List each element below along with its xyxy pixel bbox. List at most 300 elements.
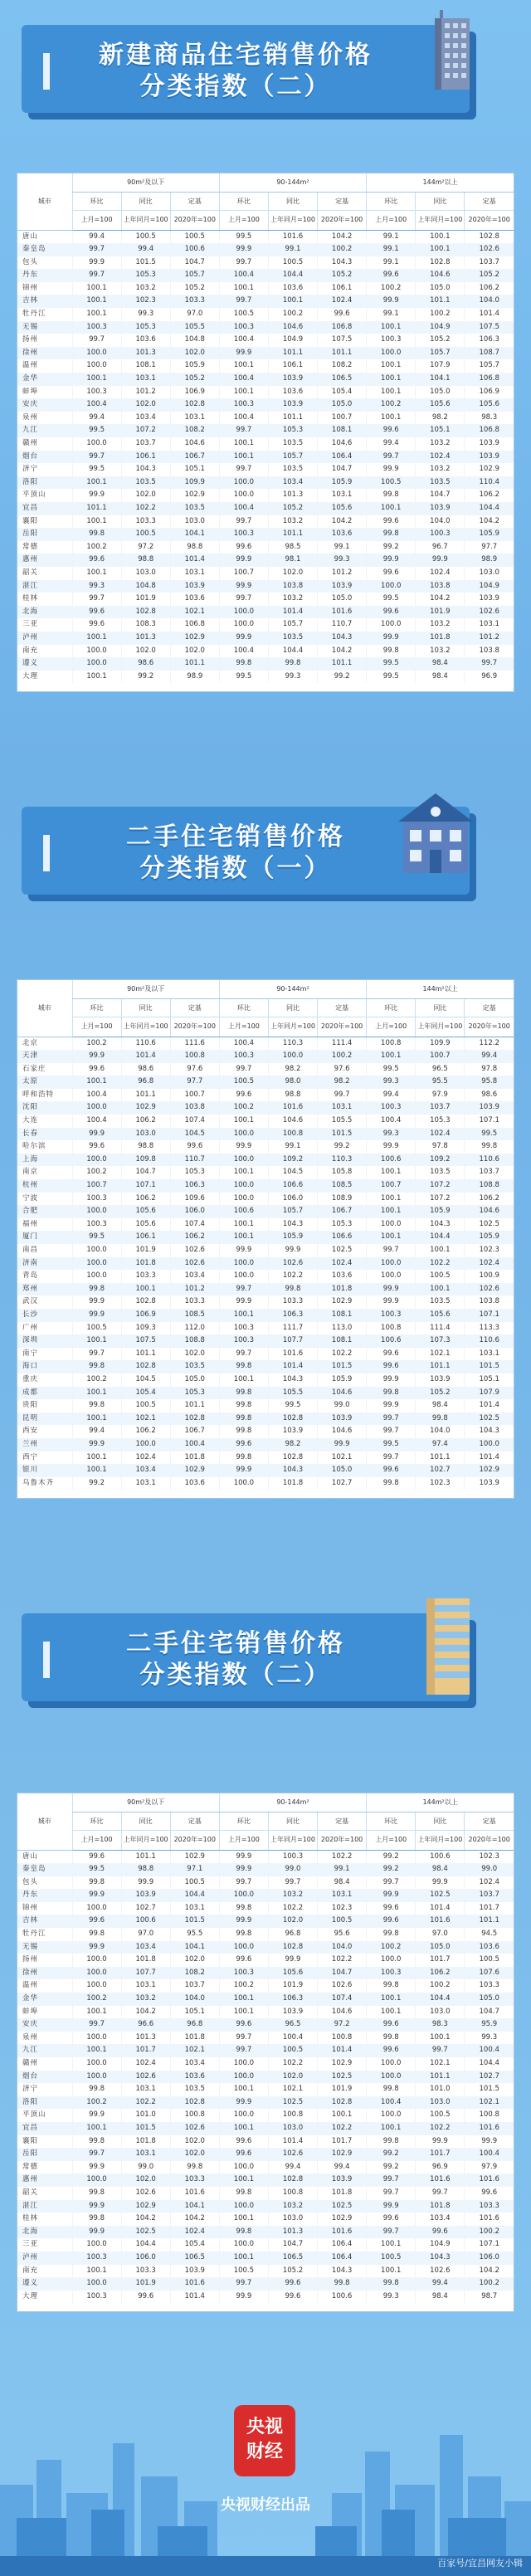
index-value-cell: 107.5 (121, 1334, 170, 1348)
index-value-cell: 100.2 (219, 1979, 268, 1993)
index-value-cell: 99.9 (72, 1889, 121, 1902)
index-value-cell: 107.1 (465, 1309, 514, 1322)
index-value-cell: 99.9 (367, 1373, 416, 1387)
table-row (17, 580, 514, 593)
index-value-cell: 102.8 (170, 1412, 219, 1426)
index-value-cell: 102.0 (268, 567, 317, 580)
index-value-cell: 99.6 (367, 2018, 416, 2032)
table-row (17, 2252, 514, 2265)
index-value-cell: 100.1 (367, 359, 416, 373)
index-value-cell: 102.5 (318, 2200, 367, 2213)
city-name-cell: 南充 (22, 2266, 39, 2275)
index-value-cell: 100.8 (170, 2109, 219, 2122)
index-value-cell: 99.5 (219, 230, 268, 243)
city-name-cell: 扬州 (22, 335, 39, 344)
index-value-cell: 100.0 (72, 1205, 121, 1218)
index-value-cell: 103.0 (121, 567, 170, 580)
city-name-cell: 洛阳 (22, 477, 39, 486)
index-value-cell: 103.2 (121, 1993, 170, 2006)
group-header: 90-144m² (219, 1793, 366, 1812)
index-value-cell: 105.1 (170, 2006, 219, 2019)
index-value-cell: 100.0 (72, 645, 121, 658)
index-value-cell: 100.7 (318, 412, 367, 425)
index-value-cell: 99.7 (219, 424, 268, 437)
city-name-cell: 呼和浩特 (22, 1090, 55, 1099)
index-value-cell: 108.1 (121, 359, 170, 373)
index-value-cell: 97.1 (170, 1863, 219, 1876)
index-value-cell: 97.9 (416, 1089, 465, 1102)
base-header: 2020年=100 (318, 1830, 367, 1850)
index-value-cell: 102.1 (170, 606, 219, 619)
index-value-cell: 102.5 (465, 1412, 514, 1426)
index-value-cell: 99.8 (367, 1477, 416, 1490)
table-row (17, 1140, 514, 1154)
base-header: 2020年=100 (318, 210, 367, 230)
index-value-cell: 109.8 (121, 1154, 170, 1167)
index-value-cell: 100.7 (72, 1179, 121, 1193)
index-value-cell: 104.9 (416, 321, 465, 334)
index-value-cell: 100.1 (367, 412, 416, 425)
city-name-cell: 银川 (22, 1466, 39, 1475)
index-value-cell: 100.1 (219, 1115, 268, 1128)
index-value-cell: 101.6 (170, 2187, 219, 2200)
index-value-cell: 99.9 (367, 295, 416, 308)
index-value-cell: 99.2 (367, 2148, 416, 2161)
section-banner-1 (22, 7, 486, 106)
index-value-cell: 97.7 (170, 1076, 219, 1089)
index-value-cell: 99.1 (367, 243, 416, 256)
index-value-cell: 105.7 (416, 347, 465, 360)
index-value-cell: 99.8 (367, 645, 416, 658)
city-column-header: 城市 (17, 980, 72, 1037)
index-value-cell: 102.0 (268, 2071, 317, 2084)
table-row (17, 1348, 514, 1361)
index-value-cell: 103.9 (416, 1373, 465, 1387)
city-name-cell: 包头 (22, 1877, 39, 1886)
table-row (17, 2238, 514, 2252)
index-value-cell: 99.5 (367, 1438, 416, 1451)
index-value-cell: 104.4 (268, 269, 317, 282)
index-value-cell: 100.0 (219, 2200, 268, 2213)
index-value-cell: 100.8 (318, 2032, 367, 2045)
base-header: 2020年=100 (465, 210, 514, 230)
table-row (17, 554, 514, 567)
index-value-cell: 100.5 (72, 1322, 121, 1335)
table-row (17, 567, 514, 580)
table-row (17, 347, 514, 360)
index-value-cell: 95.5 (170, 1928, 219, 1941)
index-value-cell: 99.2 (318, 1140, 367, 1154)
index-value-cell: 103.1 (170, 1902, 219, 1915)
index-value-cell: 99.8 (219, 2187, 268, 2200)
index-value-cell: 99.6 (465, 2187, 514, 2200)
section-banner-2 (22, 788, 486, 888)
city-name-cell: 平顶山 (22, 2110, 46, 2120)
index-value-cell: 106.3 (465, 334, 514, 347)
index-value-cell: 109.9 (170, 476, 219, 490)
index-value-cell: 103.9 (268, 398, 317, 412)
index-value-cell: 103.7 (170, 1979, 219, 1993)
index-value-cell: 99.9 (219, 1464, 268, 1477)
index-value-cell: 103.9 (416, 502, 465, 515)
index-value-cell: 113.3 (465, 1322, 514, 1335)
index-value-cell: 102.2 (121, 502, 170, 515)
index-value-cell: 101.5 (465, 2083, 514, 2096)
index-value-cell: 100.1 (219, 451, 268, 464)
table-row (17, 1309, 514, 1322)
index-value-cell: 107.2 (416, 1179, 465, 1193)
index-value-cell: 100.8 (465, 2109, 514, 2122)
index-value-cell: 100.3 (72, 321, 121, 334)
index-value-cell: 105.1 (416, 424, 465, 437)
index-value-cell: 106.9 (465, 386, 514, 399)
index-value-cell: 102.4 (318, 1257, 367, 1271)
index-value-cell: 100.1 (72, 1387, 121, 1400)
index-value-cell: 108.9 (318, 1193, 367, 1206)
index-value-cell: 102.1 (170, 2044, 219, 2057)
index-value-cell: 103.9 (268, 373, 317, 386)
index-value-cell: 103.5 (170, 2083, 219, 2096)
index-value-cell: 99.8 (416, 1412, 465, 1426)
index-value-cell: 104.3 (121, 463, 170, 476)
index-value-cell: 99.9 (219, 554, 268, 567)
index-value-cell: 100.4 (219, 334, 268, 347)
index-value-cell: 103.8 (170, 1101, 219, 1115)
index-value-cell: 104.3 (416, 2252, 465, 2265)
city-name-cell: 桂林 (22, 2214, 39, 2223)
index-value-cell: 103.1 (318, 1889, 367, 1902)
index-value-cell: 103.2 (416, 645, 465, 658)
city-name-cell: 徐州 (22, 348, 39, 357)
city-name-cell: 岳阳 (22, 2149, 39, 2159)
index-value-cell: 97.7 (465, 541, 514, 554)
index-value-cell: 105.2 (268, 502, 317, 515)
index-value-cell: 102.6 (170, 1244, 219, 1257)
table-row (17, 1270, 514, 1283)
index-value-cell: 97.0 (121, 1928, 170, 1941)
index-value-cell: 108.8 (170, 1334, 219, 1348)
index-value-cell: 105.9 (465, 528, 514, 541)
index-value-cell: 100.1 (367, 2122, 416, 2135)
index-value-cell: 104.9 (465, 580, 514, 593)
index-value-cell: 105.4 (318, 386, 367, 399)
index-value-cell: 103.4 (268, 476, 317, 490)
city-name-cell: 泸州 (22, 632, 39, 642)
index-value-cell: 104.4 (170, 1889, 219, 1902)
index-value-cell: 103.2 (416, 463, 465, 476)
index-value-cell: 99.9 (416, 554, 465, 567)
table-row (17, 2187, 514, 2200)
index-value-cell: 99.6 (121, 2291, 170, 2304)
index-value-cell: 98.9 (465, 554, 514, 567)
index-value-cell: 100.3 (367, 334, 416, 347)
group-header: 90-144m² (219, 173, 366, 192)
index-value-cell: 101.6 (268, 1101, 317, 1115)
index-value-cell: 99.4 (367, 437, 416, 451)
sub-header: 同比 (416, 998, 465, 1017)
index-value-cell: 101.3 (121, 347, 170, 360)
index-value-cell: 100.5 (121, 230, 170, 243)
index-value-cell: 99.6 (367, 606, 416, 619)
index-value-cell: 105.1 (465, 1373, 514, 1387)
index-value-cell: 102.0 (170, 1954, 219, 1967)
index-value-cell: 99.5 (465, 1128, 514, 1141)
index-value-cell: 99.2 (121, 671, 170, 684)
table-row (17, 1360, 514, 1373)
city-name-cell: 海口 (22, 1362, 39, 1371)
index-value-cell: 108.8 (465, 1179, 514, 1193)
index-value-cell: 100.0 (367, 1257, 416, 1271)
index-value-cell: 99.2 (367, 2161, 416, 2174)
index-value-cell: 108.5 (170, 1309, 219, 1322)
sub-header: 环比 (72, 192, 121, 210)
index-value-cell: 98.8 (121, 554, 170, 567)
city-name-cell: 广州 (22, 1323, 39, 1332)
index-value-cell: 99.6 (367, 567, 416, 580)
index-value-cell: 100.1 (219, 2122, 268, 2135)
index-value-cell: 101.4 (268, 2135, 317, 2149)
index-value-cell: 102.9 (318, 2057, 367, 2071)
base-header: 上月=100 (72, 210, 121, 230)
index-value-cell: 99.6 (367, 269, 416, 282)
index-value-cell: 100.0 (72, 437, 121, 451)
index-value-cell: 105.0 (465, 1993, 514, 2006)
table-row (17, 1425, 514, 1438)
index-value-cell: 100.5 (219, 2265, 268, 2278)
table-row (17, 1464, 514, 1477)
index-value-cell: 105.0 (416, 282, 465, 295)
group-header: 144m²以上 (367, 173, 514, 192)
index-value-cell: 105.2 (268, 2265, 317, 2278)
city-name-cell: 深圳 (22, 1336, 39, 1345)
index-value-cell: 102.4 (121, 1451, 170, 1465)
index-value-cell: 100.6 (318, 2291, 367, 2304)
table-body (17, 1850, 514, 2303)
index-value-cell: 99.7 (219, 1063, 268, 1076)
index-value-cell: 101.1 (268, 412, 317, 425)
city-name-cell: 湛江 (22, 2201, 39, 2210)
index-value-cell: 105.0 (318, 1464, 367, 1477)
table-row (17, 1218, 514, 1232)
index-value-cell: 102.0 (170, 645, 219, 658)
index-value-cell: 106.6 (268, 1179, 317, 1193)
index-value-cell: 102.2 (268, 2057, 317, 2071)
index-value-cell: 101.4 (318, 2044, 367, 2057)
index-value-cell: 105.6 (121, 1218, 170, 1232)
index-value-cell: 99.6 (367, 1902, 416, 1915)
index-value-cell: 101.6 (170, 2277, 219, 2291)
city-name-cell: 郑州 (22, 1284, 39, 1293)
index-value-cell: 99.5 (367, 1063, 416, 1076)
index-value-cell: 105.9 (416, 1205, 465, 1218)
index-value-cell: 99.8 (219, 1387, 268, 1400)
index-value-cell: 99.9 (367, 1295, 416, 1309)
index-value-cell: 99.7 (72, 2018, 121, 2032)
index-value-cell: 102.0 (170, 2135, 219, 2149)
index-value-cell: 99.9 (72, 2161, 121, 2174)
index-value-cell: 101.3 (121, 632, 170, 645)
index-value-cell: 104.6 (268, 1115, 317, 1128)
index-value-cell: 103.0 (121, 1128, 170, 1141)
index-value-cell: 104.3 (268, 1373, 317, 1387)
base-header: 2020年=100 (465, 1017, 514, 1037)
index-value-cell: 99.8 (367, 2135, 416, 2149)
index-value-cell: 105.6 (268, 1967, 317, 1980)
index-value-cell: 104.3 (318, 256, 367, 270)
section-banner-3 (22, 1595, 486, 1695)
index-value-cell: 100.1 (367, 1050, 416, 1063)
index-value-cell: 100.2 (72, 2096, 121, 2110)
index-value-cell: 104.2 (170, 2213, 219, 2226)
index-value-cell: 103.6 (465, 1941, 514, 1954)
index-value-cell: 106.1 (121, 451, 170, 464)
index-value-cell: 99.7 (72, 334, 121, 347)
index-value-cell: 111.4 (416, 1322, 465, 1335)
sub-header: 同比 (121, 1812, 170, 1830)
index-value-cell: 103.1 (465, 618, 514, 632)
index-value-cell: 100.1 (318, 2109, 367, 2122)
city-name-cell: 西宁 (22, 1452, 39, 1461)
city-name-cell: 乌鲁木齐 (22, 1478, 55, 1487)
index-value-cell: 101.9 (121, 593, 170, 606)
index-value-cell: 99.7 (219, 515, 268, 529)
table-row (17, 2265, 514, 2278)
base-header: 2020年=100 (318, 1017, 367, 1037)
index-value-cell: 103.9 (170, 580, 219, 593)
index-value-cell: 102.2 (268, 1902, 317, 1915)
index-value-cell: 100.0 (121, 1438, 170, 1451)
index-value-cell: 100.4 (367, 1115, 416, 1128)
index-value-cell: 102.8 (268, 1451, 317, 1465)
index-value-cell: 106.1 (121, 1231, 170, 1244)
index-value-cell: 99.7 (219, 1283, 268, 1296)
index-value-cell: 107.4 (170, 1218, 219, 1232)
index-value-cell: 99.6 (367, 2044, 416, 2057)
city-name-cell: 南昌 (22, 1246, 39, 1254)
index-value-cell: 100.3 (268, 1850, 317, 1863)
index-value-cell: 100.3 (72, 2291, 121, 2304)
table-row (17, 334, 514, 347)
index-value-cell: 101.6 (318, 2226, 367, 2239)
table-row (17, 1979, 514, 1993)
index-value-cell: 101.1 (318, 657, 367, 671)
index-value-cell: 100.0 (219, 1193, 268, 1206)
table-row (17, 1387, 514, 1400)
city-name-cell: 韶关 (22, 568, 39, 577)
city-name-cell: 烟台 (22, 2071, 39, 2081)
index-value-cell: 98.8 (121, 1140, 170, 1154)
index-value-cell: 100.5 (318, 1915, 367, 1928)
index-value-cell: 104.5 (121, 1373, 170, 1387)
city-name-cell: 遵义 (22, 659, 39, 668)
index-value-cell: 100.1 (72, 1076, 121, 1089)
index-value-cell: 100.6 (121, 1915, 170, 1928)
index-value-cell: 100.1 (72, 373, 121, 386)
index-value-cell: 100.8 (268, 2187, 317, 2200)
banner-title-line2: 分类指数（一） (139, 854, 332, 883)
city-name-cell: 丹东 (22, 1891, 39, 1900)
city-name-cell: 泸州 (22, 2252, 39, 2261)
index-value-cell: 95.5 (416, 1076, 465, 1089)
index-value-cell: 102.0 (121, 645, 170, 658)
index-value-cell: 99.5 (268, 1399, 317, 1412)
index-value-cell: 100.0 (72, 359, 121, 373)
index-value-cell: 101.6 (465, 2174, 514, 2187)
table-row (17, 321, 514, 334)
city-name-cell: 温州 (22, 361, 39, 370)
index-value-cell: 100.2 (416, 308, 465, 321)
city-name-cell: 北海 (22, 2227, 39, 2236)
index-value-cell: 106.8 (170, 618, 219, 632)
group-header: 90m²及以下 (72, 1793, 219, 1812)
index-value-cell: 100.0 (72, 2057, 121, 2071)
index-value-cell: 107.5 (465, 321, 514, 334)
index-value-cell: 100.0 (219, 1179, 268, 1193)
index-value-cell: 99.6 (72, 1850, 121, 1863)
index-value-cell: 101.6 (416, 2174, 465, 2187)
index-value-cell: 100.7 (170, 1089, 219, 1102)
index-value-cell: 100.1 (219, 2174, 268, 2187)
index-value-cell: 100.9 (465, 1270, 514, 1283)
index-value-cell: 100.0 (72, 1154, 121, 1167)
index-value-cell: 99.2 (318, 671, 367, 684)
index-value-cell: 112.0 (170, 1322, 219, 1335)
city-name-cell: 唐山 (22, 232, 39, 241)
index-value-cell: 100.5 (416, 1270, 465, 1283)
index-value-cell: 105.7 (268, 451, 317, 464)
table-row (17, 1101, 514, 1115)
base-header: 上月=100 (219, 1017, 268, 1037)
index-value-cell: 100.8 (367, 1037, 416, 1050)
index-value-cell: 104.3 (416, 1218, 465, 1232)
index-value-cell: 99.8 (219, 1360, 268, 1373)
index-value-cell: 100.5 (219, 308, 268, 321)
index-value-cell: 100.0 (367, 2071, 416, 2084)
index-value-cell: 100.3 (367, 1309, 416, 1322)
index-value-cell: 100.1 (416, 1244, 465, 1257)
city-name-cell: 惠州 (22, 2175, 39, 2184)
index-value-cell: 97.6 (318, 1063, 367, 1076)
index-value-cell: 108.7 (465, 347, 514, 360)
table-row (17, 1967, 514, 1980)
index-value-cell: 106.8 (465, 424, 514, 437)
index-value-cell: 102.2 (416, 1257, 465, 1271)
index-value-cell: 99.1 (367, 230, 416, 243)
sub-header: 同比 (268, 998, 317, 1017)
index-value-cell: 99.6 (367, 1915, 416, 1928)
city-name-cell: 赣州 (22, 2059, 39, 2067)
index-value-cell: 108.1 (318, 424, 367, 437)
table-row (17, 412, 514, 425)
index-value-cell: 105.4 (121, 1387, 170, 1400)
producer-credit: 央视财经出品 (221, 2496, 310, 2514)
index-value-cell: 99.9 (72, 1309, 121, 1322)
index-value-cell: 101.1 (121, 1348, 170, 1361)
index-value-cell: 105.3 (268, 424, 317, 437)
index-value-cell: 103.1 (465, 1348, 514, 1361)
index-value-cell: 102.6 (268, 1257, 317, 1271)
index-value-cell: 100.0 (72, 1902, 121, 1915)
table-row (17, 243, 514, 256)
index-value-cell: 102.0 (121, 398, 170, 412)
index-value-cell: 100.1 (121, 1283, 170, 1296)
index-value-cell: 103.5 (170, 1360, 219, 1373)
index-value-cell: 100.4 (219, 269, 268, 282)
index-value-cell: 103.3 (268, 1295, 317, 1309)
city-name-cell: 九江 (22, 2046, 39, 2055)
index-value-cell: 104.5 (268, 1166, 317, 1179)
city-name-cell: 昆明 (22, 1413, 39, 1422)
